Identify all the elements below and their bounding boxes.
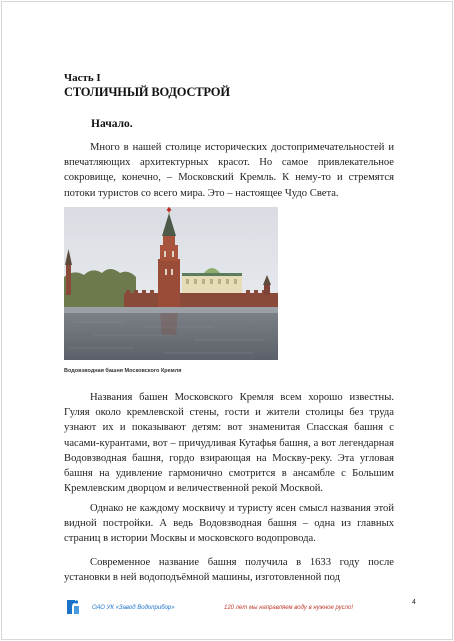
part-label: Часть I xyxy=(64,72,101,84)
company-logo-icon xyxy=(65,598,81,616)
paragraph-meaning: Однако не каждому москвичу и туристу ясен смысл названия этой видной постройки. А ведь Водовзводная башня – одна из главных страниц в истории Москвы и московского водопровода. xyxy=(64,503,394,545)
section-heading: Начало. xyxy=(91,118,133,130)
kremlin-tower-photo xyxy=(64,207,278,360)
paragraph-intro: Много в нашей столице исторических достопримечательностей и впечатляющих архитектурных красот. Но самое привлекательное сокровище, конечно, – Московский Кремль. К нему-то и стремятся потоки туристов со всего мира. Это – настоящее Чудо Света. xyxy=(64,142,394,199)
chapter-title: СТОЛИЧНЫЙ ВОДОСТРОЙ xyxy=(64,85,230,99)
footer-slogan: 120 лет мы направляем воду в нужное русло! xyxy=(224,605,354,611)
footer-company-name: ОАО УК «Завод Водоприбор» xyxy=(92,605,175,611)
photo-caption: Водовзводная башня Московского Кремля xyxy=(64,368,182,374)
paragraph-history: Современное название башня получила в 1633 году после установки в ней водоподъёмной машины, изготовленной под xyxy=(64,557,394,584)
paragraph-towers: Названия башен Московского Кремля всем хорошо известны. Гуляя около кремлевской стены, гости и жители столицы без труда узнают их и показывают детям: вот знаменитая Спасская башня с часами-курантами, вот – причудливая Кутафья башня, а вот легендарная Водовзводная башня, гордо взирающая на Москву-реку. Эта угловая башня на удивление гармонично смотрится в ансамбле с Большим Кремлевским дворцом и величественной рекой Москвой. xyxy=(64,392,394,495)
page-number: 4 xyxy=(412,599,416,606)
